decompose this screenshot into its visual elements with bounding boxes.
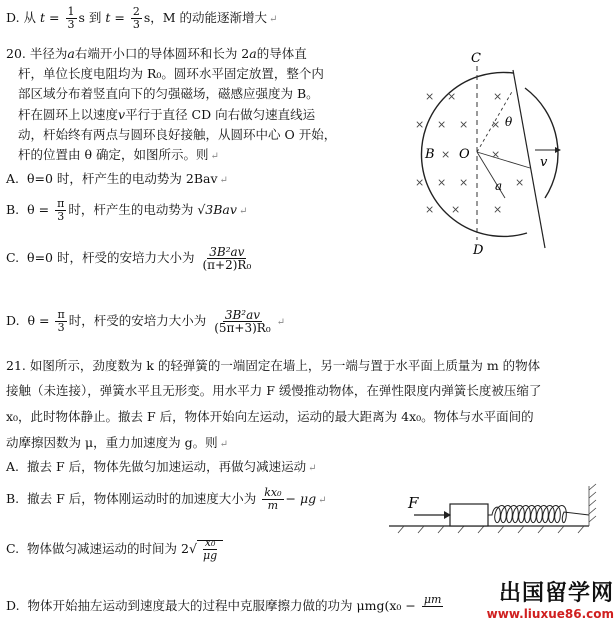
svg-text:×: × [451, 203, 461, 216]
svg-text:×: × [447, 90, 457, 103]
q21-line-2: 接触（未连接），弹簧水平且无形变。用水平力 F 缓慢推动物体，在弹性限度内弹簧长度被压缩了 [6, 383, 542, 398]
label-b: B [425, 147, 435, 162]
q20-line-4: 杆在圆环上以速度v平行于直径 CD 向右做匀速直线运 [18, 107, 316, 122]
q20-line-6: 杆的位置由 θ 确定，如图所示。则 ↵ [18, 147, 219, 162]
q20-circuit-figure [395, 48, 565, 258]
label-d: D [473, 243, 484, 258]
q20-option-b: B. θ = $\frac{\pi}{3}$ 时，杆产生的电动势为 √3Bav ↵ [6, 197, 248, 223]
q20-option-c: C. θ=0 时，杆受的安培力大小为 $\frac{\text{3B²av}}{\text{(π+2)R₀}}$ [6, 245, 252, 272]
q20-line-3: 部区域分布着竖直向下的匀强磁场，磁感应强度为 B。 [18, 86, 319, 101]
svg-text:×: × [493, 90, 503, 103]
svg-text:×: × [437, 176, 447, 189]
svg-text:×: × [415, 118, 425, 131]
label-a: a [495, 179, 503, 193]
block [450, 504, 488, 526]
svg-text:×: × [425, 90, 435, 103]
spring [488, 506, 589, 523]
svg-text:×: × [441, 148, 451, 161]
label-theta: θ [505, 115, 513, 129]
q20-line-1: 20. 半径为a右端开小口的导体圆环和长为 2a的导体直 [6, 46, 307, 61]
q20-line-2: 杆，单位长度电阻均为 R₀。圆环水平固定放置，整个内 [18, 66, 324, 81]
q20-option-d: D. θ = $\frac{\pi}{3}$ 时，杆受的安培力大小为 $\frac{\text{3B²av}}{\text{(5π+3)R₀}}$ ↵ [6, 308, 286, 335]
svg-text:×: × [515, 176, 525, 189]
q21-line-3: x₀，此时物体静止。撤去 F 后，物体开始向左运动，运动的最大距离为 4x₀。物体与水平面间的 [6, 409, 534, 424]
q19-option-d: D. 从 t = $\frac{1}{3}$ s 到 t = $\frac{2}{3}$ s，M 的动能逐渐增大 ↵ [6, 5, 278, 31]
q20-option-a: A. θ=0 时，杆产生的电动势为 2Bav ↵ [6, 171, 228, 186]
q20-line-5: 动，杆始终有两点与圆环良好接触，从圆环中心 O 开始， [18, 127, 337, 142]
q21-option-c: C. 物体做匀减速运动的时间为 2√ $\frac{\text{x₀}}{\mu g}$ [6, 537, 223, 562]
svg-text:×: × [491, 118, 501, 131]
label-c: C [471, 51, 481, 66]
ring [421, 72, 527, 236]
label-o: O [459, 147, 470, 162]
label-v: v [540, 155, 548, 170]
label-f: F [408, 494, 419, 512]
q21-option-d: D. 物体开始抽左运动到速度最大的过程中克服摩擦力做的功为 μmg(x₀ − μm [6, 593, 442, 613]
watermark: 出国留学网 www.liuxue86.com [486, 581, 614, 621]
svg-text:×: × [493, 203, 503, 216]
q21-spring-figure [384, 478, 606, 538]
svg-text:×: × [491, 148, 501, 161]
q21-line-1: 21. 如图所示，劲度数为 k 的轻弹簧的一端固定在墙上，另一端与置于水平面上质量为 m 的物体 [6, 358, 541, 373]
svg-text:×: × [415, 176, 425, 189]
q21-option-b: B. 撤去 F 后，物体刚运动时的加速度大小为 $\frac{\text{kx₀}}{m}$ − μg ↵ [6, 486, 327, 512]
q21-line-4: 动摩擦因数为 μ，重力加速度为 g。则 ↵ [6, 435, 228, 450]
svg-text:×: × [437, 118, 447, 131]
svg-text:×: × [459, 118, 469, 131]
svg-text:×: × [459, 176, 469, 189]
svg-text:×: × [425, 203, 435, 216]
q21-option-a: A. 撤去 F 后，物体先做匀加速运动，再做匀减速运动 ↵ [6, 459, 317, 474]
